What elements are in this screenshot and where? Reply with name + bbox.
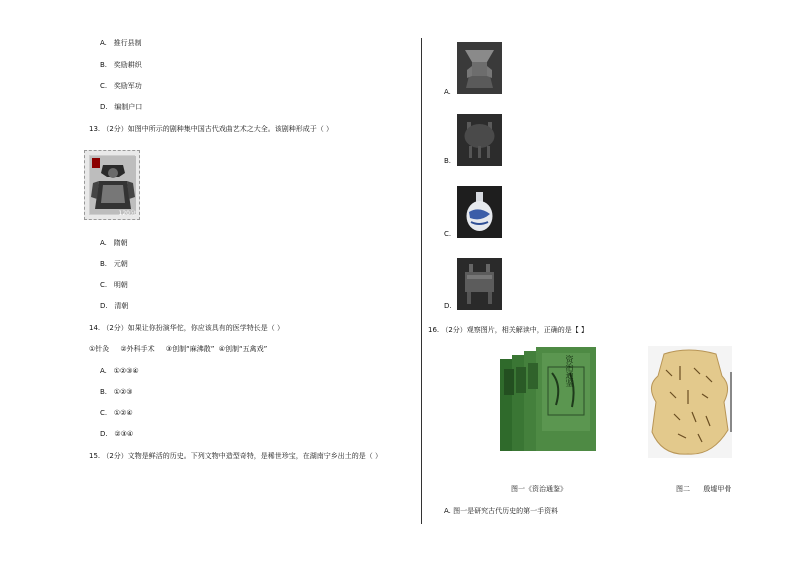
q14-option-b[interactable]: B. ①②③: [100, 388, 133, 396]
q12-option-a[interactable]: A. 推行县制: [100, 39, 142, 47]
column-divider: [421, 38, 422, 524]
book-stack-icon: [492, 345, 604, 457]
q13-option-c[interactable]: C. 明朝: [100, 281, 128, 289]
q14-option-a[interactable]: A. ①②③④: [100, 367, 139, 375]
q14-option-d[interactable]: D. ②③④: [100, 430, 134, 438]
bronze-ding-icon: [457, 114, 502, 166]
stamp-value: 120分: [118, 210, 136, 217]
artifact-image-d: [457, 258, 502, 310]
q15-stem: 15. （2分）文物是鲜活的历史。下列文物中造型奇特，是稀世珍宝，在湖南宁乡出土的是（ ）: [89, 452, 383, 460]
q13-stem: 13. （2分）如图中所示的剧种集中国古代戏曲艺术之大全。该剧种形成于（ ）: [89, 125, 334, 133]
q16-option-a[interactable]: A. 图一是研究古代历史的第一手资料: [444, 507, 559, 515]
artifact-image-a: [457, 42, 502, 94]
blue-white-porcelain-vase-icon: [457, 186, 502, 238]
oracle-bone-shell-icon: [636, 346, 742, 458]
square-zun-vessel-icon: [457, 42, 502, 94]
q12-option-c[interactable]: C. 奖励军功: [100, 82, 142, 90]
q14-items: ①针灸 ②外科手术 ③创制“麻沸散” ④创制“五禽戏”: [89, 345, 268, 353]
q13-option-d[interactable]: D. 清朝: [100, 302, 129, 310]
book-cover-title: 资治通鉴: [565, 355, 574, 387]
q15-option-d-letter[interactable]: D.: [444, 302, 452, 310]
q12-option-d[interactable]: D. 编制户口: [100, 103, 143, 111]
fig1-caption: 图一《资治通鉴》: [511, 485, 567, 493]
artifact-image-c: [457, 186, 502, 238]
square-ding-icon: [457, 258, 502, 310]
q15-option-c-letter[interactable]: C.: [444, 230, 452, 238]
q14-stem: 14. （2分）如果让你扮演华佗，你应该具有的医学特长是（ ）: [89, 324, 285, 332]
q12-option-b[interactable]: B. 奖励耕织: [100, 61, 142, 69]
q15-option-a-letter[interactable]: A.: [444, 88, 451, 96]
q13-option-b[interactable]: B. 元朝: [100, 260, 128, 268]
zizhi-tongjian-books-image: [492, 345, 604, 457]
q15-option-b-letter[interactable]: B.: [444, 157, 452, 165]
artifact-image-b: [457, 114, 502, 166]
q16-stem: 16. （2分）观察图片，相关解读中，正确的是【 】: [428, 326, 589, 334]
q14-option-c[interactable]: C. ①②④: [100, 409, 133, 417]
opera-stamp-image: [84, 150, 140, 220]
oracle-bone-image: [636, 346, 742, 458]
fig2-caption: 图二 殷墟甲骨: [676, 485, 732, 493]
q13-option-a[interactable]: A. 隋朝: [100, 239, 128, 247]
